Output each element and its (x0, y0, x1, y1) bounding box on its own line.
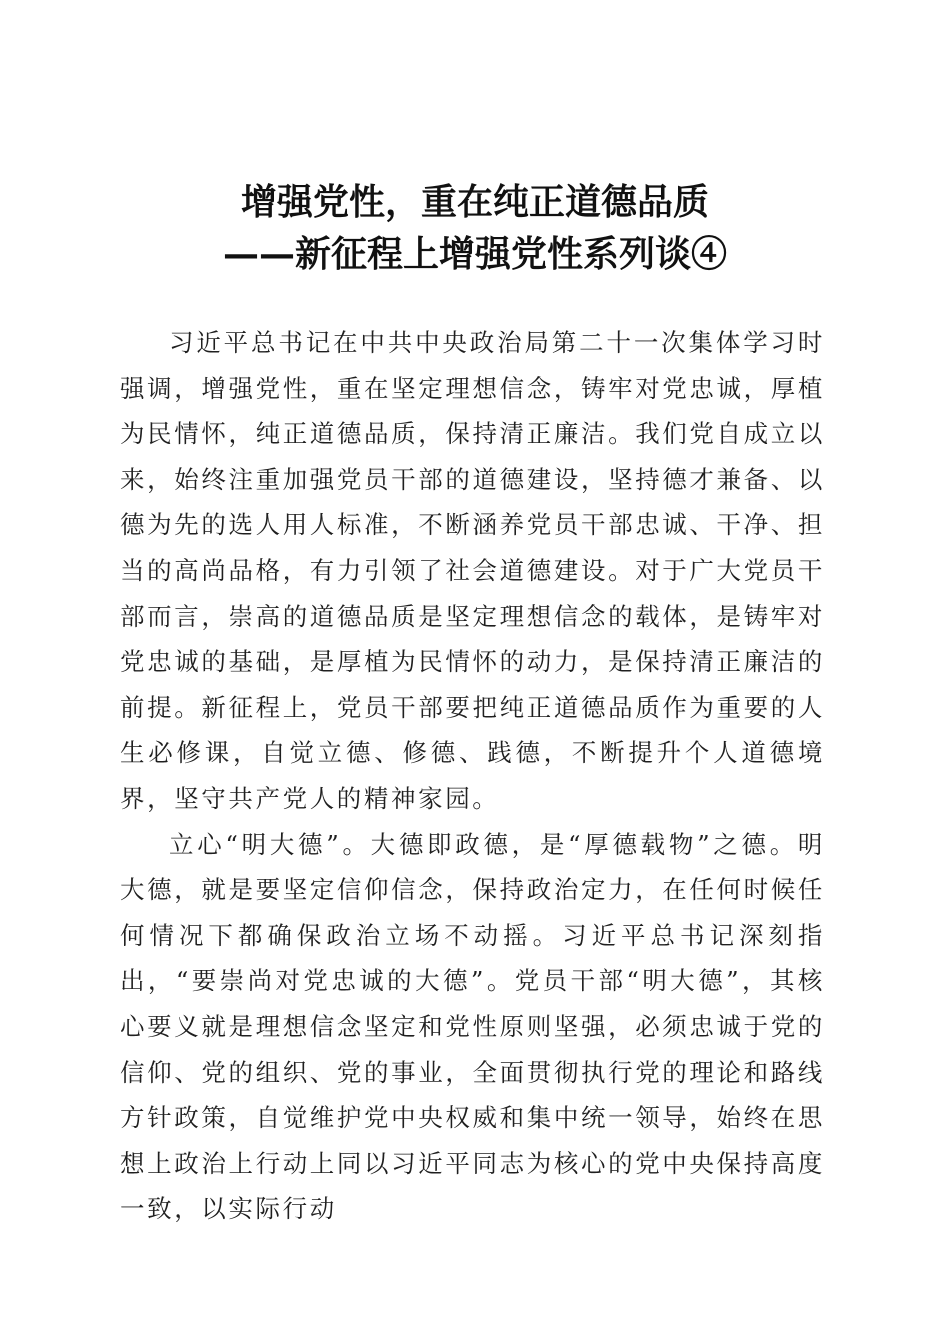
document-subtitle: ——新征程上增强党性系列谈④ (222, 233, 727, 275)
document-body (120, 320, 825, 1232)
document-title: 增强党性，重在纯正道德品质 (240, 181, 709, 223)
paragraph-2: 立心“明大德”。大德即政德，是“厚德载物”之德。明大德，就是要坚定信仰信念，保持政治定力，在任何时候任何情况下都确保政治立场不动摇。习近平总书记深刻指出，“要崇尚对党忠诚的大德”。党员干部“明大德”，其核心要义就是理想信念坚定和党性原则坚强，必须忠诚于党的信仰、党的组织、党的事业，全面贯彻执行党的理论和路线方针政策，自觉维护党中央权威和集中统一领导，始终在思想上政治上行动上同以习近平同志为核心的党中央保持高度一致，以实际行动 (120, 829, 825, 1224)
paragraph-1: 习近平总书记在中共中央政治局第二十一次集体学习时强调，增强党性，重在坚定理想信念，铸牢对党忠诚，厚植为民情怀，纯正道德品质，保持清正廉洁。我们党自成立以来，始终注重加强党员干部的道德建设，坚持德才兼备、以德为先的选人用人标准，不断涵养党员干部忠诚、干净、担当的高尚品格，有力引领了社会道德建设。对于广大党员干部而言，崇高的道德品质是坚定理想信念的载体，是铸牢对党忠诚的基础，是厚植为民情怀的动力，是保持清正廉洁的前提。新征程上，党员干部要把纯正道德品质作为重要的人生必修课，自觉立德、修德、践德，不断提升个人道德境界，坚守共产党人的精神家园。 (120, 328, 825, 813)
